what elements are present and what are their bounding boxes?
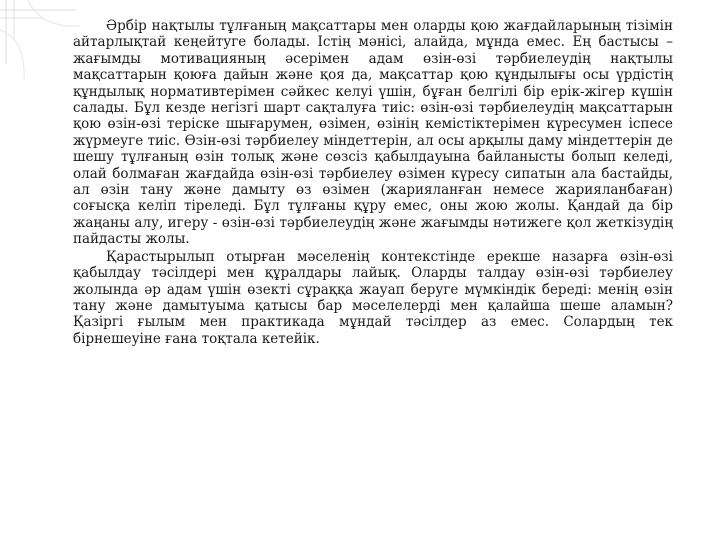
paragraph-2: Қарастырылып отырған мәселенің контекстінде ерекше назарға өзін-өзі қабылдау тәсілдері мен құралдары лайық. Оларды талдау өзін-өзі тәрбиелеу жолында әр адам үшін өзекті сұраққа жауап беруге мүмкіндік береді: менің өзін тану және дамытуыма қатысы бар мәселелерді мен қалайша шеше аламын? Қазіргі ғылым мен практикада мұндай тәсілдер аз емес. Солардың тек бірнешеуіне ғана тоқтала кетейік.: [73, 248, 673, 347]
corner-decoration: [0, 0, 80, 80]
body-text: [73, 18, 673, 347]
paragraph-1: Әрбір нақтылы тұлғаның мақсаттары мен оларды қою жағдайларының тізімін айтарлықтай кеңейтуге болады. Істің мәнісі, алайда, мұнда емес. Ең бастысы – жағымды мотивацияның әсерімен адам өзін-өзі тәрбиелеудің нақтылы мақсаттарын қоюға дайын және қоя да, мақсаттар қою құндылығы осы үрдістің құндылық нормативтерімен сәйкес келуі үшін, бұған белгілі бір ерік-жігер күшін салады. Бұл кезде негізгі шарт сақталуға тиіс: өзін-өзі тәрбиелеудің мақсаттарын қою өзін-өзі теріске шығарумен, өзімен, өзінің кемістіктерімен күресумен іспесе жүрмеуге тиіс. Өзін-өзі тәрбиелеу міндеттерін, ал осы арқылы даму міндеттерін де шешу тұлғаның өзін толық және сөзсіз қабылдауына байланысты болып келеді, олай болмаған жағдайда өзін-өзі тәрбиелеу өзімен күресу сипатын ала бастайды, ал өзін тану және дамыту өз өзімен (жарияланған немесе жарияланбаған) соғысқа келіп тіреледі. Бұл тұлғаны құру емес, оны жою жолы. Қандай да бір жаңаны алу, игеру - өзін-өзі тәрбиелеудің және жағымды нәтижеге қол жеткізудің пайдасты жолы.: [73, 18, 673, 248]
